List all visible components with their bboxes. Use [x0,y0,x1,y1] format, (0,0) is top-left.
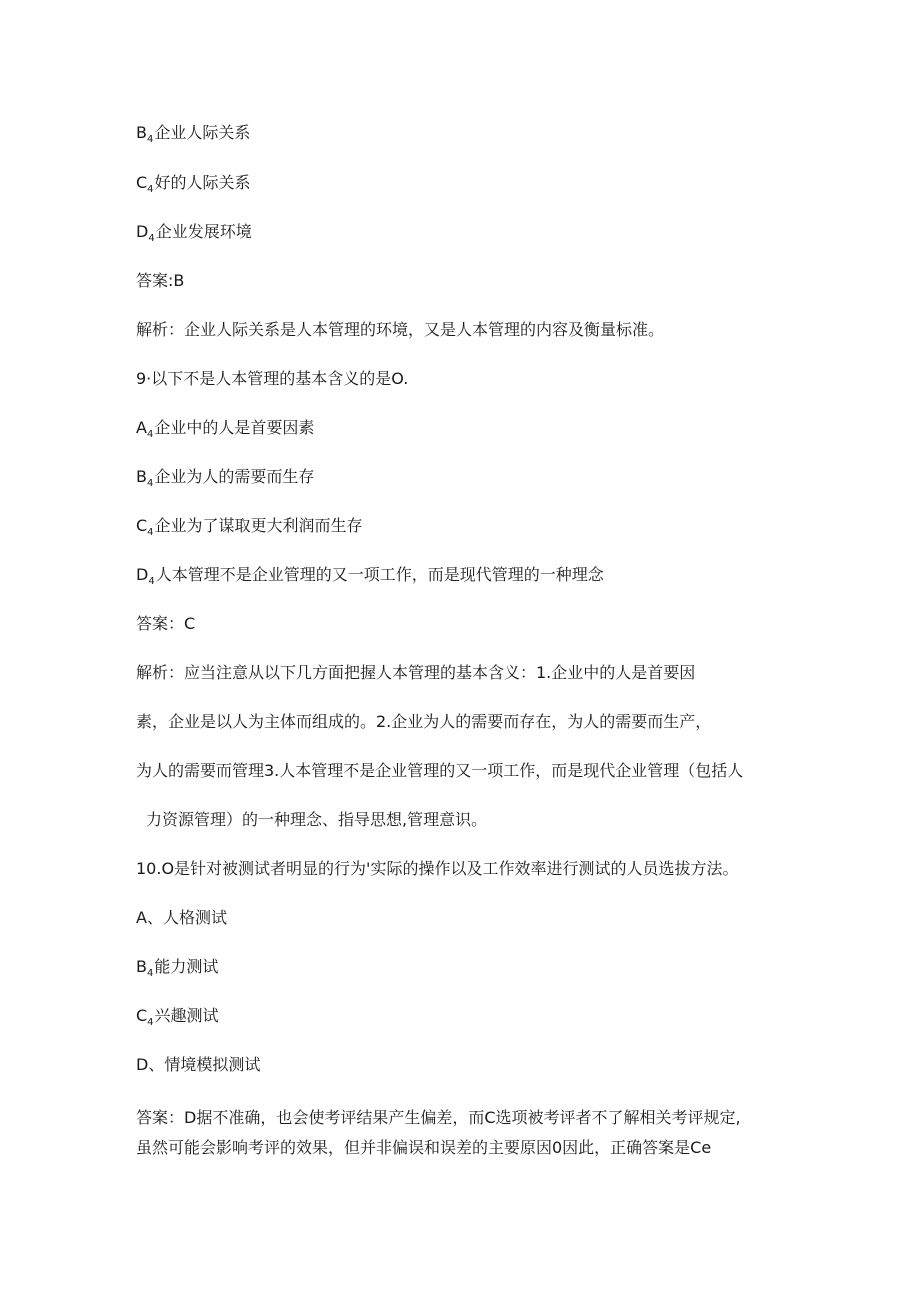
option-mark: 4 [148,576,155,587]
option-text: 企业人际关系 [154,123,251,142]
q10-option-a: A、人格测试 [136,908,227,927]
option-letter: C [136,173,148,192]
q9-analysis-line-1: 解析：应当注意从以下几方面把握人本管理的基本含义：1.企业中的人是首要因 [136,663,696,682]
option-letter: D [136,222,149,241]
q9-option-b [136,466,314,491]
option-mark: 4 [147,184,154,195]
q9-analysis-line-2: 素，企业是以人为主体而组成的。2.企业为人的需要而存在，为人的需要而生产， [136,712,712,731]
option-text: 能力测试 [154,957,219,976]
option-text: 好的人际关系 [154,173,251,192]
q9-option-c [136,515,363,540]
q8-option-d [136,221,252,246]
q8-analysis: 解析：企业人际关系是人本管理的环境，又是人本管理的内容及衡量标准。 [136,320,665,339]
q10-option-d: D、情境模拟测试 [136,1055,261,1074]
q9-question: 9·以下不是人本管理的基本含义的是O. [136,369,409,388]
option-mark: 4 [147,527,154,538]
option-letter: B [136,123,147,142]
option-text: 企业为了谋取更大利润而生存 [154,516,363,535]
q8-option-c [136,172,251,197]
q10-option-c [136,1005,219,1030]
option-letter: A [136,418,147,437]
option-mark: 4 [146,478,154,489]
q9-option-d [136,564,604,589]
option-text: 企业中的人是首要因素 [154,418,315,437]
option-letter: C [136,516,148,535]
option-letter: C [136,1006,148,1025]
option-text: 企业发展环境 [155,222,252,241]
q10-question: 10.O是针对被测试者明显的行为'实际的操作以及工作效率进行测试的人员选拔方法。 [136,859,739,878]
option-mark: 4 [146,429,154,440]
option-text: 企业为人的需要而生存 [154,467,315,486]
q10-answer-line-1: 答案：D据不准确，也会使考评结果产生偏差，而C选项被考评者不了解相关考评规定, [136,1108,741,1127]
q10-option-b [136,956,218,981]
q9-option-a [136,417,314,442]
q10-answer-line-2: 虽然可能会影响考评的效果，但并非偏误和误差的主要原因0因此，正确答案是Ce [136,1138,712,1157]
option-text: 人本管理不是企业管理的又一项工作，而是现代管理的一种理念 [155,565,604,584]
option-letter: B [136,467,147,486]
q9-analysis-line-3: 为人的需要而管理3.人本管理不是企业管理的又一项工作，而是现代企业管理（包括人 [136,761,744,780]
q8-option-b [136,122,250,147]
option-mark: 4 [147,1017,154,1028]
q9-answer: 答案：C [136,614,196,633]
option-letter: D [136,565,149,584]
option-text: 兴趣测试 [154,1006,219,1025]
q8-answer: 答案:B [136,271,185,290]
option-mark: 4 [148,233,155,244]
option-letter: B [136,957,147,976]
option-mark: 4 [146,134,154,145]
option-mark: 4 [146,968,154,979]
q9-analysis-line-4: 力资源管理）的一种理念、指导思想,管理意识。 [146,810,488,829]
